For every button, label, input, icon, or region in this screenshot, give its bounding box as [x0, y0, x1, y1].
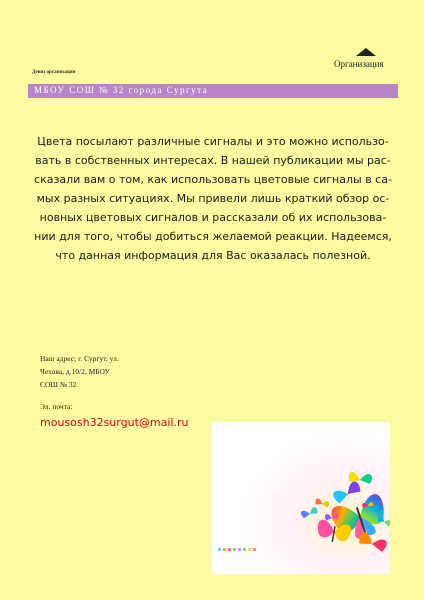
email-label: Эл. почта: — [40, 402, 73, 411]
butterflies-picture — [212, 422, 390, 574]
butterflies-image — [212, 422, 390, 574]
email-link[interactable]: mousosh32surgut@mail.ru — [40, 416, 189, 429]
address-line: Наш адрес; г. Сургут, ул. — [40, 354, 119, 363]
paragraph-line: Цвета посылают различные сигналы и это можно использо- — [37, 135, 389, 148]
paragraph-line: новных цветовых сигналов и рассказали об их использова- — [39, 211, 387, 224]
organization-name: Организация — [334, 59, 384, 69]
organization-logo — [334, 48, 398, 70]
address-line: СОШ № 32 — [40, 380, 77, 389]
address-block — [40, 352, 160, 391]
paragraph-line: мых разных ситуациях. Мы привели лишь краткий обзор ос- — [36, 192, 390, 205]
address-line: Чехова, д.10/2, МБОУ — [40, 367, 110, 376]
paragraph-line: сказали вам о том, как использовать цветовые сигналы в са- — [34, 173, 392, 186]
paragraph-line: нии для того, чтобы добиться желаемой реакции. Надеемся, — [34, 230, 392, 243]
organization-motto: Девиз организации — [32, 70, 76, 75]
paragraph-line: что данная информация для Вас оказалась полезной. — [55, 249, 371, 262]
main-paragraph — [30, 132, 396, 265]
paragraph-line: вать в собственных интересах. В нашей публикации мы рас- — [35, 154, 391, 167]
banner-title: МБОУ СОШ № 32 города Сургута — [34, 85, 209, 95]
title-banner — [28, 84, 398, 98]
triangle-logo-icon — [356, 48, 376, 56]
